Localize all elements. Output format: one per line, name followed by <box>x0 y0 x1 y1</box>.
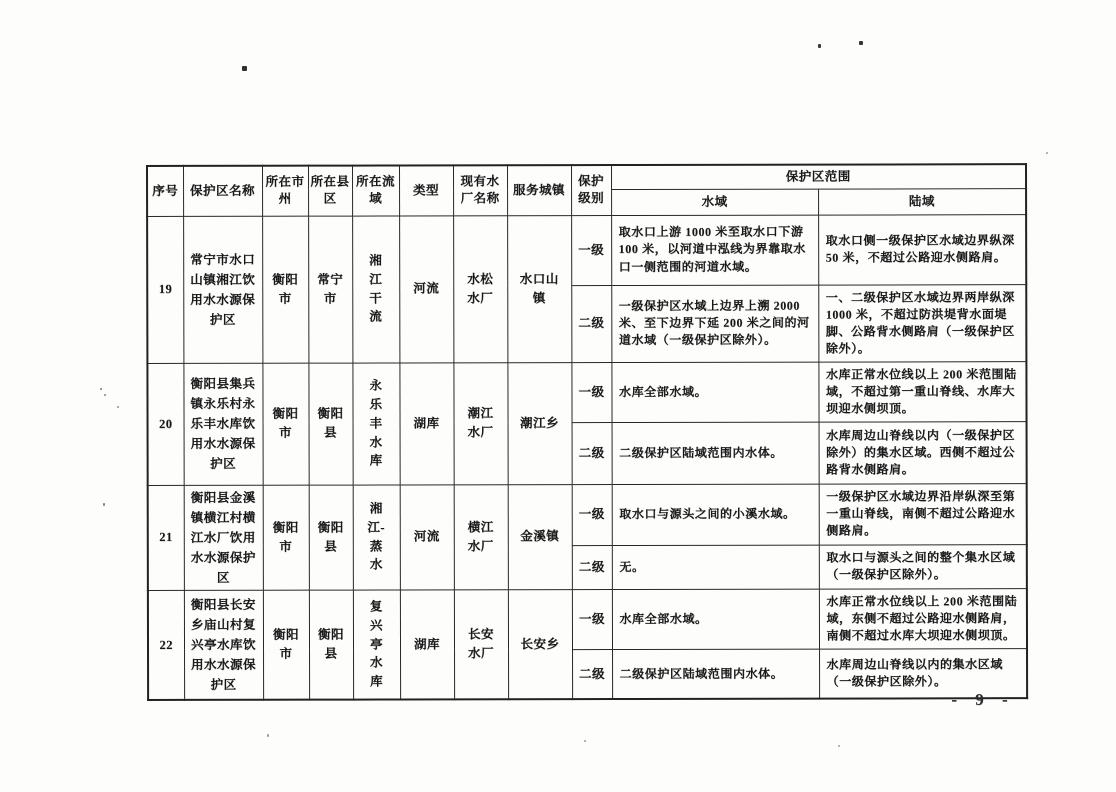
header-zone-name: 保护区名称 <box>183 166 262 216</box>
cell-water-area: 水库全部水域。 <box>611 362 818 423</box>
cell-city: 衡阳市 <box>262 216 308 363</box>
cell-level: 二级 <box>572 649 612 699</box>
table-row <box>147 214 1026 286</box>
cell-plant: 长安水厂 <box>454 589 508 699</box>
cell-water-area: 一级保护区水域上边界上溯 2000 米、至下边界下延 200 米之间的河道水域（一级保护区除外）。 <box>611 285 818 363</box>
header-land-area: 陆域 <box>818 188 1026 214</box>
cell-city: 衡阳市 <box>263 485 309 590</box>
cell-type: 湖库 <box>399 362 453 484</box>
header-town: 服务城镇 <box>507 165 571 215</box>
cell-plant: 潮江水厂 <box>453 362 507 484</box>
scan-speck <box>267 734 269 737</box>
cell-basin: 湘江-蒸水 <box>353 485 400 590</box>
cell-level: 一级 <box>572 484 612 545</box>
cell-county: 常宁市 <box>308 216 352 363</box>
scan-speck <box>859 41 863 45</box>
protection-zones-table <box>146 163 1028 701</box>
cell-county: 衡阳县 <box>308 363 352 485</box>
cell-zone-name: 衡阳县金溪镇横江村横江水厂饮用水水源保护区 <box>184 485 263 590</box>
cell-water-area: 无。 <box>612 545 819 589</box>
cell-level: 二级 <box>571 285 611 362</box>
scan-speck <box>103 503 105 506</box>
cell-zone-name: 常宁市水口山镇湘江饮用水水源保护区 <box>183 216 262 363</box>
cell-land-area: 取水口与源头之间的整个集水区域（一级保护区除外）。 <box>819 545 1027 589</box>
cell-type: 河流 <box>400 485 454 590</box>
cell-type: 河流 <box>399 215 453 362</box>
cell-plant: 横江水厂 <box>454 484 508 589</box>
header-protection-level: 保护级别 <box>571 165 611 215</box>
cell-serial-no: 22 <box>148 590 184 700</box>
cell-zone-name: 衡阳县长安乡庙山村复兴亭水库饮用水水源保护区 <box>184 590 263 700</box>
page-number: - 9 - <box>951 690 1015 709</box>
header-water-area: 水域 <box>611 189 818 215</box>
cell-type: 湖库 <box>400 590 454 700</box>
cell-land-area: 水库正常水位线以上 200 米范围陆域，不超过第一重山脊线、水库大坝迎水侧坝顶。 <box>818 361 1026 422</box>
cell-land-area: 水库正常水位线以上 200 米范围陆域，东侧不超过公路迎水侧路肩，南侧不超过水库大坝迎水侧坝顶。 <box>819 588 1027 649</box>
cell-land-area: 取水口侧一级保护区水域边界纵深 50 米，不超过公路迎水侧路肩。 <box>818 214 1026 284</box>
cell-zone-name: 衡阳县集兵镇永乐村永乐丰水库饮用水水源保护区 <box>183 363 262 485</box>
cell-city: 衡阳市 <box>262 363 308 485</box>
cell-serial-no: 21 <box>148 485 184 590</box>
scan-speck <box>104 394 106 396</box>
cell-land-area: 一、二级保护区水域边界两岸纵深 1000 米，不超过防洪堤背水面堤脚、公路背水侧路肩（一级保护区除外）。 <box>818 284 1026 362</box>
cell-county: 衡阳县 <box>309 485 353 590</box>
cell-basin: 湘江干流 <box>352 215 399 362</box>
header-basin: 所在流域 <box>352 165 399 215</box>
cell-town: 潮江乡 <box>507 362 571 484</box>
header-plant: 现有水厂名称 <box>453 165 507 215</box>
scan-speck <box>838 745 840 747</box>
cell-level: 一级 <box>571 215 611 285</box>
cell-level: 二级 <box>572 422 612 484</box>
cell-land-area: 水库周边山脊线以内的集水区域（一级保护区除外）。 <box>819 648 1027 698</box>
cell-town: 水口山镇 <box>507 215 571 362</box>
cell-plant: 水松水厂 <box>453 215 507 362</box>
cell-level: 一级 <box>572 589 612 649</box>
scan-speck <box>117 406 119 408</box>
header-county: 所在县区 <box>308 166 352 216</box>
scan-speck <box>100 388 102 390</box>
header-protection-range: 保护区范围 <box>611 164 1026 189</box>
scan-speck <box>242 66 247 71</box>
cell-water-area: 水库全部水域。 <box>612 589 819 650</box>
cell-level: 一级 <box>571 362 611 422</box>
cell-water-area: 二级保护区陆域范围内水体。 <box>612 422 819 484</box>
cell-land-area: 一级保护区水域边界沿岸纵深至第一重山脊线，南侧不超过公路迎水侧路肩。 <box>819 483 1027 545</box>
table-row <box>148 483 1027 546</box>
table-row <box>147 361 1026 423</box>
cell-town: 金溪镇 <box>508 484 572 589</box>
table-header-row <box>147 164 1026 190</box>
cell-basin: 永乐丰水库 <box>352 363 399 485</box>
scan-speck <box>584 740 586 742</box>
cell-county: 衡阳县 <box>309 590 353 700</box>
cell-serial-no: 20 <box>147 363 183 485</box>
cell-serial-no: 19 <box>147 216 183 363</box>
header-type: 类型 <box>399 165 453 215</box>
header-serial-no: 序号 <box>147 166 183 216</box>
cell-water-area: 取水口上游 1000 米至取水口下游 100 米，以河道中泓线为界靠取水口一侧范围的河道水域。 <box>611 215 818 285</box>
table-row <box>148 588 1027 650</box>
cell-town: 长安乡 <box>508 589 572 699</box>
scan-speck <box>818 44 821 48</box>
header-city: 所在市州 <box>262 166 308 216</box>
cell-city: 衡阳市 <box>263 590 309 700</box>
cell-water-area: 取水口与源头之间的小溪水域。 <box>612 484 819 546</box>
cell-level: 二级 <box>572 545 612 589</box>
cell-water-area: 二级保护区陆域范围内水体。 <box>612 649 819 699</box>
scan-speck <box>1046 152 1048 154</box>
cell-basin: 复兴亭水库 <box>353 590 400 700</box>
cell-land-area: 水库周边山脊线以内（一级保护区除外）的集水区域。西侧不超过公路背水侧路肩。 <box>819 421 1027 483</box>
